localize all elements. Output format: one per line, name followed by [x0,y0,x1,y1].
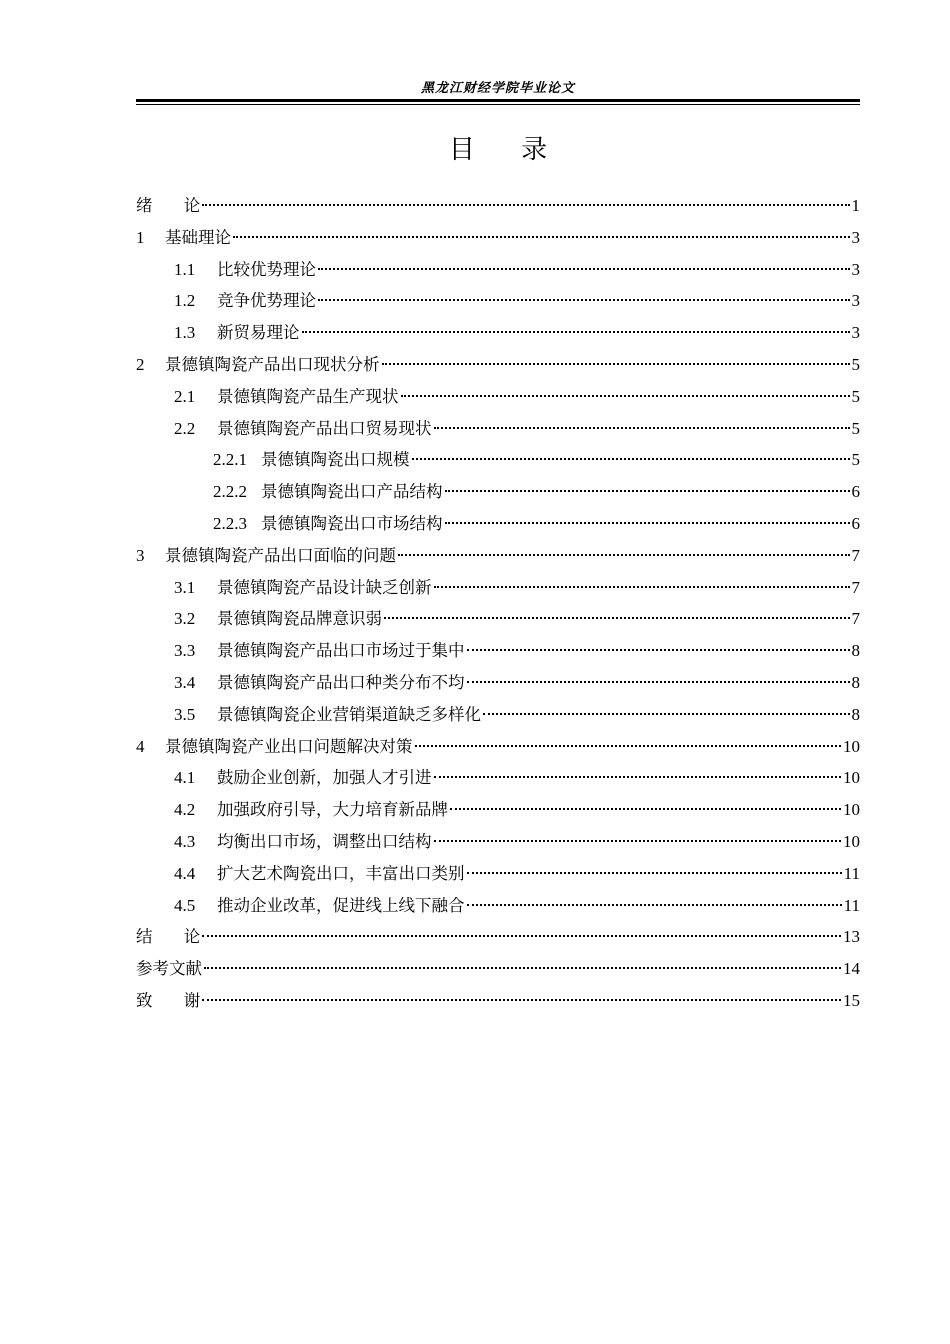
toc-dot-leader [382,363,850,365]
toc-entry-label: 景德镇陶瓷产品出口贸易现状 [217,418,432,438]
toc-dot-leader [445,490,850,492]
toc-dot-leader [434,427,850,429]
toc-page-number: 5 [851,386,860,406]
toc-entry-number: 4.1 [174,768,196,788]
toc-page-number: 8 [851,704,860,724]
toc-entry[interactable] [136,476,860,508]
toc-page-number: 3 [851,323,860,343]
toc-entry-label: 景德镇陶瓷产品出口市场过于集中 [217,641,465,661]
toc-entry[interactable] [136,699,860,731]
toc-dot-leader [483,713,850,715]
toc-page-number: 3 [851,291,860,311]
toc-entry[interactable] [136,826,860,858]
toc-entry-number: 3.5 [174,704,196,724]
toc-dot-leader [467,649,850,651]
toc-page-number: 7 [851,577,860,597]
toc-entry[interactable] [136,381,860,413]
toc-entry[interactable] [136,890,860,922]
toc-entry-label: 致 谢 [136,990,201,1010]
toc-dot-leader [434,840,842,842]
toc-page-number: 10 [843,736,860,756]
toc-entry-label: 基础理论 [165,227,231,247]
toc-entry-number: 4.3 [174,831,196,851]
toc-entry-number: 2.2.1 [213,450,247,470]
toc-entry[interactable] [136,508,860,540]
toc-entry-number: 3.2 [174,609,196,629]
toc-dot-leader [233,236,850,238]
toc-entry-number: 4.4 [174,863,196,883]
toc-dot-leader [412,458,850,460]
toc-entry-number: 2.2.3 [213,513,247,533]
toc-title: 目 录 [448,135,548,165]
toc-entry-label: 景德镇陶瓷产品设计缺乏创新 [217,577,432,597]
toc-entry-label: 竞争优势理论 [217,291,316,311]
header-rule-thin [136,104,860,105]
toc-dot-leader [384,617,850,619]
running-header: 黑龙江财经学院毕业论文 [420,81,575,96]
toc-entry-label: 景德镇陶瓷出口产品结构 [261,482,443,502]
toc-dot-leader [434,776,842,778]
toc-entry[interactable] [136,285,860,317]
toc-entry-label: 比较优势理论 [217,259,316,279]
toc-dot-leader [467,872,842,874]
toc-page-number: 11 [843,863,860,883]
toc-entry-label: 扩大艺术陶瓷出口，丰富出口类别 [217,863,465,883]
toc-entry-label: 景德镇陶瓷品牌意识弱 [217,609,382,629]
toc-entry-label: 景德镇陶瓷企业营销渠道缺乏多样化 [217,704,481,724]
toc-entry-number: 3.3 [174,641,196,661]
toc-entry-label: 均衡出口市场，调整出口结构 [217,831,432,851]
toc-entry[interactable] [136,603,860,635]
toc-entry-number: 4.5 [174,895,196,915]
toc-page-number: 8 [851,641,860,661]
toc-entry[interactable] [136,667,860,699]
toc-entry-label: 推动企业改革，促进线上线下融合 [217,895,465,915]
toc-page-number: 5 [851,354,860,374]
toc-page-number: 11 [843,895,860,915]
toc-dot-leader [398,554,850,556]
toc-entry[interactable] [136,731,860,763]
toc-page-number: 10 [843,800,860,820]
header-rule-thick [136,99,860,102]
toc-entry[interactable] [136,444,860,476]
toc-entry[interactable] [136,222,860,254]
toc-page-number: 6 [851,513,860,533]
toc-entry[interactable] [136,413,860,445]
toc-entry-number: 2.2.2 [213,482,247,502]
table-of-contents [136,190,860,1017]
toc-entry-label: 景德镇陶瓷出口市场结构 [261,513,443,533]
toc-entry[interactable] [136,317,860,349]
toc-entry[interactable] [136,762,860,794]
toc-dot-leader [202,204,849,206]
toc-dot-leader [318,268,850,270]
toc-entry-label: 鼓励企业创新，加强人才引进 [217,768,432,788]
toc-dot-leader [467,904,842,906]
toc-page-number: 14 [843,959,860,979]
toc-entry-label: 景德镇陶瓷产品出口现状分析 [165,354,380,374]
toc-entry-number: 3 [136,545,145,565]
toc-entry-number: 2.1 [174,386,196,406]
toc-entry[interactable] [136,635,860,667]
toc-page-number: 5 [851,418,860,438]
toc-dot-leader [204,967,841,969]
toc-page-number: 3 [851,259,860,279]
toc-page-number: 15 [843,990,860,1010]
toc-entry-number: 3.1 [174,577,196,597]
toc-entry-label: 景德镇陶瓷出口规模 [261,450,410,470]
toc-entry-label: 结 论 [136,927,201,947]
toc-entry-label: 加强政府引导，大力培育新品牌 [217,800,448,820]
toc-dot-leader [302,331,850,333]
toc-entry[interactable] [136,953,860,985]
toc-entry[interactable] [136,572,860,604]
toc-entry-label: 景德镇陶瓷产业出口问题解决对策 [165,736,413,756]
toc-page-number: 3 [851,227,860,247]
toc-entry-label: 景德镇陶瓷产品生产现状 [217,386,399,406]
toc-dot-leader [202,999,841,1001]
toc-dot-leader [467,681,850,683]
toc-entry-label: 景德镇陶瓷产品出口面临的问题 [165,545,396,565]
toc-dot-leader [202,935,841,937]
toc-page-number: 13 [843,927,860,947]
toc-page-number: 10 [843,768,860,788]
toc-dot-leader [445,522,850,524]
toc-entry[interactable] [136,540,860,572]
toc-page-number: 6 [851,482,860,502]
toc-entry[interactable] [136,858,860,890]
toc-entry-number: 2.2 [174,418,196,438]
toc-entry[interactable] [136,985,860,1017]
toc-entry-label: 参考文献 [136,959,202,979]
toc-entry-number: 2 [136,354,145,374]
toc-entry-label: 新贸易理论 [217,323,300,343]
toc-entry[interactable] [136,349,860,381]
toc-entry-label: 绪 论 [136,196,201,215]
toc-entry-number: 3.4 [174,672,196,692]
toc-page-number: 7 [851,545,860,565]
toc-entry[interactable] [136,254,860,286]
toc-dot-leader [318,299,850,301]
toc-page-number: 5 [851,450,860,470]
toc-entry-number: 4 [136,736,145,756]
toc-page-number: 10 [843,831,860,851]
toc-dot-leader [415,745,842,747]
toc-dot-leader [401,395,850,397]
toc-entry[interactable] [136,794,860,826]
toc-entry[interactable] [136,190,860,222]
toc-entry[interactable] [136,921,860,953]
toc-page-number: 1 [851,196,860,215]
toc-entry-number: 4.2 [174,800,196,820]
toc-dot-leader [434,586,850,588]
toc-dot-leader [450,808,841,810]
toc-entry-number: 1.3 [174,323,196,343]
toc-entry-number: 1 [136,227,145,247]
toc-page-number: 7 [851,609,860,629]
toc-entry-label: 景德镇陶瓷产品出口种类分布不均 [217,672,465,692]
toc-page-number: 8 [851,672,860,692]
toc-entry-number: 1.1 [174,259,196,279]
toc-entry-number: 1.2 [174,291,196,311]
